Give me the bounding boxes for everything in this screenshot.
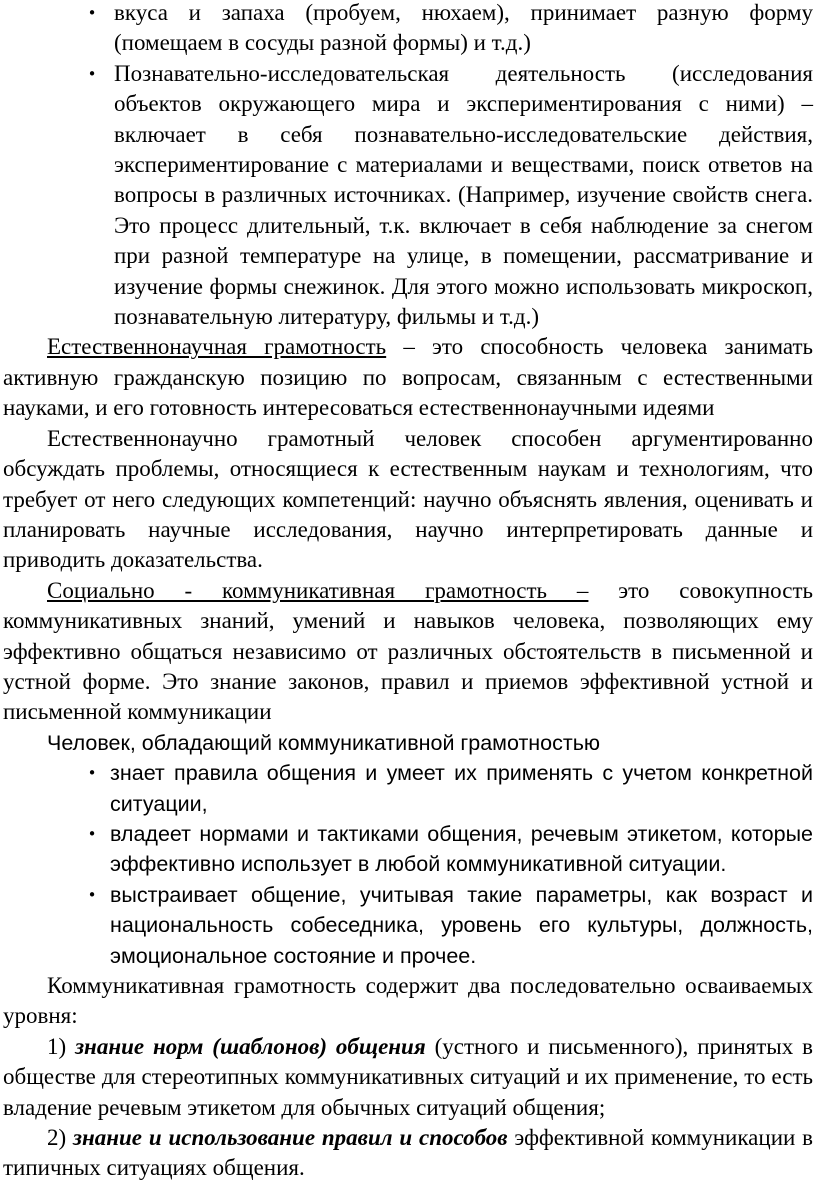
list-item xyxy=(0,59,816,333)
activity-list xyxy=(0,0,816,332)
level-2-text: эффективной коммуникации в типичных ситуациях общения. xyxy=(3,1125,813,1181)
communicative-literacy-definition xyxy=(0,576,816,728)
list-item-text: выстраивает общение, учитывая такие параметры, как возраст и национальность собеседника, уровень его культуры, должность, эмоциональное состояние и прочее. xyxy=(110,882,813,968)
level-1-number: 1) xyxy=(47,1033,76,1059)
communicative-intro: Человек, обладающий коммуникативной грамотностью xyxy=(47,730,601,755)
list-item-text: вкуса и запаха (пробуем, нюхаем), принимает разную форму (помещаем в сосуды разной формы) и т.д.) xyxy=(114,0,813,56)
list-item-text: Познавательно-исследовательская деятельность (исследования объектов окружающего мира и экспериментирования с ними) – включает в себя познавательно-исследовательские действия, экспериментирование с материалами и веществами, поиск ответов на вопросы в различных источниках. (Например, изучение свойств снега. Это процесс длительный, т.к. включает в себя наблюдение за снегом при разной температуре на улице, в помещении, рассматривание и изучение формы снежинок. Для этого можно использовать микроскоп, познавательную литературу, фильмы и т.д.) xyxy=(114,60,813,330)
natural-literacy-term: Естественнонаучная грамотность xyxy=(47,334,387,360)
list-item-text: знает правила общения и умеет их применять с учетом конкретной ситуации, xyxy=(110,761,813,816)
list-item-text: владеет нормами и тактиками общения, речевым этикетом, которые эффективно использует в любой коммуникативной ситуации. xyxy=(110,821,813,877)
communicative-skills-list xyxy=(0,758,816,971)
bullet-icon: • xyxy=(87,4,97,22)
level-2-term: знание и использование правил и способов xyxy=(73,1125,508,1151)
bullet-icon: • xyxy=(87,764,97,783)
level-1-term: знание норм (шаблонов) общения xyxy=(75,1033,426,1059)
natural-literacy-definition xyxy=(0,332,816,423)
level-1 xyxy=(0,1032,816,1123)
list-item xyxy=(0,819,816,880)
bullet-icon: • xyxy=(87,824,97,843)
list-item xyxy=(0,0,816,59)
communicative-literacy-term: Социально - коммуникативная грамотность – xyxy=(47,577,589,603)
natural-literacy-paragraph: Естественнонаучно грамотный человек способен аргументированно обсуждать проблемы, относящиеся к естественным наукам и технологиям, что требует от него следующих компетенций: научно объяснять явления, оценивать и планировать научные исследования, научно интерпретировать данные и приводить доказательства. xyxy=(3,425,813,573)
bullet-icon: • xyxy=(87,885,97,904)
list-item xyxy=(0,758,816,819)
bullet-icon: • xyxy=(87,64,97,83)
communicative-block xyxy=(0,728,816,971)
levels-intro: Коммуникативная грамотность содержит два последовательно осваиваемых уровня: xyxy=(3,973,813,1029)
natural-literacy-definition-text: – это способность человека занимать активную гражданскую позицию по вопросам, связанным с естественными науками, и его готовность интересоваться естественнонаучными идеями xyxy=(3,334,813,421)
communicative-literacy-definition-text: это совокупность коммуникативных знаний, умений и навыков человека, позволяющих ему эффективно общаться независимо от различных обстоятельств в письменной и устной форме. Это знание законов, правил и приемов эффективной устной и письменной коммуникации xyxy=(3,577,813,725)
level-2 xyxy=(0,1123,816,1184)
level-1-text: (устного и письменного), принятых в обществе для стереотипных коммуникативных ситуаций и их применение, то есть владение речевым этикетом для обычных ситуаций общения; xyxy=(3,1033,813,1120)
level-2-number: 2) xyxy=(47,1125,73,1151)
list-item xyxy=(0,880,816,971)
